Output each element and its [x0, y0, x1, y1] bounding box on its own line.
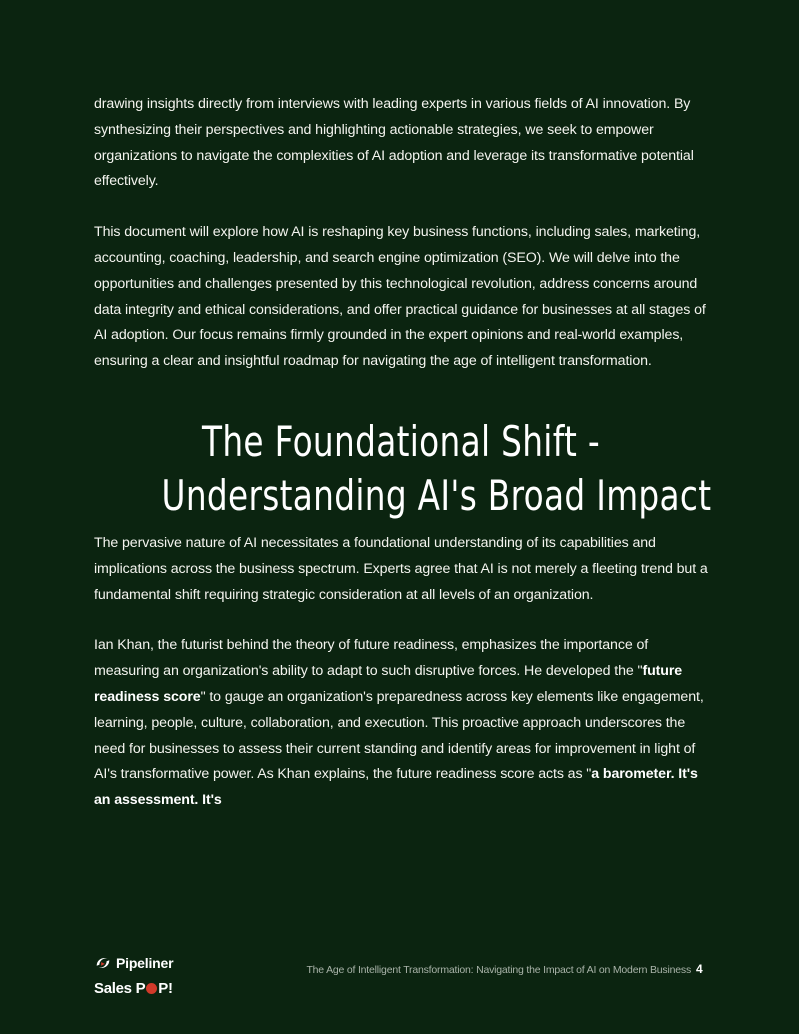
sales-pop-text-b: P! — [158, 980, 173, 997]
section-paragraph-2 — [94, 633, 708, 814]
pipeliner-swirl-icon — [94, 954, 112, 972]
intro-paragraph-2: This document will explore how AI is reshaping key business functions, including sales, marketing, accounting, coaching, leadership, and search engine optimization (SEO). We will delve into the opportunities and challenges presented by this technological revolution, address concerns around data integrity and ethical considerations, and offer practical guidance for businesses at all stages of AI adoption. Our focus remains firmly grounded in the expert opinions and real-world examples, ensuring a clear and insightful roadmap for navigating the age of intelligent transformation. — [94, 224, 706, 370]
page-content — [94, 92, 712, 814]
section-paragraph-1: The pervasive nature of AI necessitates a foundational understanding of its capabilities and implications across the business spectrum. Experts agree that AI is not merely a fleeting trend but a fundamental shift requiring strategic consideration at all levels of an organization. — [94, 534, 708, 603]
page-number: 4 — [696, 962, 703, 976]
section-heading-line1: The Foundational Shift - — [202, 416, 600, 466]
pipeliner-logo-text: Pipeliner — [116, 955, 174, 971]
sales-pop-logo-row — [94, 980, 194, 997]
intro-paragraph-1: drawing insights directly from interviews with leading experts in various fields of AI innovation. By synthesizing their perspectives and highlighting actionable strategies, we seek to empower organizations to navigate the complexities of AI adoption and leverage its transformative potential effectively. — [94, 96, 694, 190]
barometer-quote-bold: a barometer. It's an assessment. It's — [94, 766, 698, 809]
section-heading-line2: Understanding AI's Broad Impact — [161, 470, 712, 520]
footer-document-title: The Age of Intelligent Transformation: Navigating the Impact of AI on Modern Business — [306, 964, 691, 976]
section-heading — [161, 415, 712, 523]
pop-o-icon — [146, 983, 157, 994]
section-paragraph-2-text-b: " to gauge an organization's preparedness across key elements like engagement, learning, people, culture, collaboration, and execution. This proactive approach underscores the need for businesses to assess their current standing and identify areas for improvement in light of AI's transformative power. As Khan explains, the future readiness score acts as " — [94, 688, 704, 783]
section-paragraph-2-text-a: Ian Khan, the futurist behind the theory of future readiness, emphasizes the importance of measuring an organization's ability to adapt to such disruptive forces. He developed the " — [94, 637, 649, 680]
pipeliner-sales-pop-logo — [94, 952, 194, 997]
future-readiness-score-bold: future readiness score — [94, 663, 683, 705]
pipeliner-logo-row — [94, 952, 194, 974]
page-footer — [0, 948, 799, 1008]
sales-pop-text-a: Sales P — [94, 980, 146, 997]
